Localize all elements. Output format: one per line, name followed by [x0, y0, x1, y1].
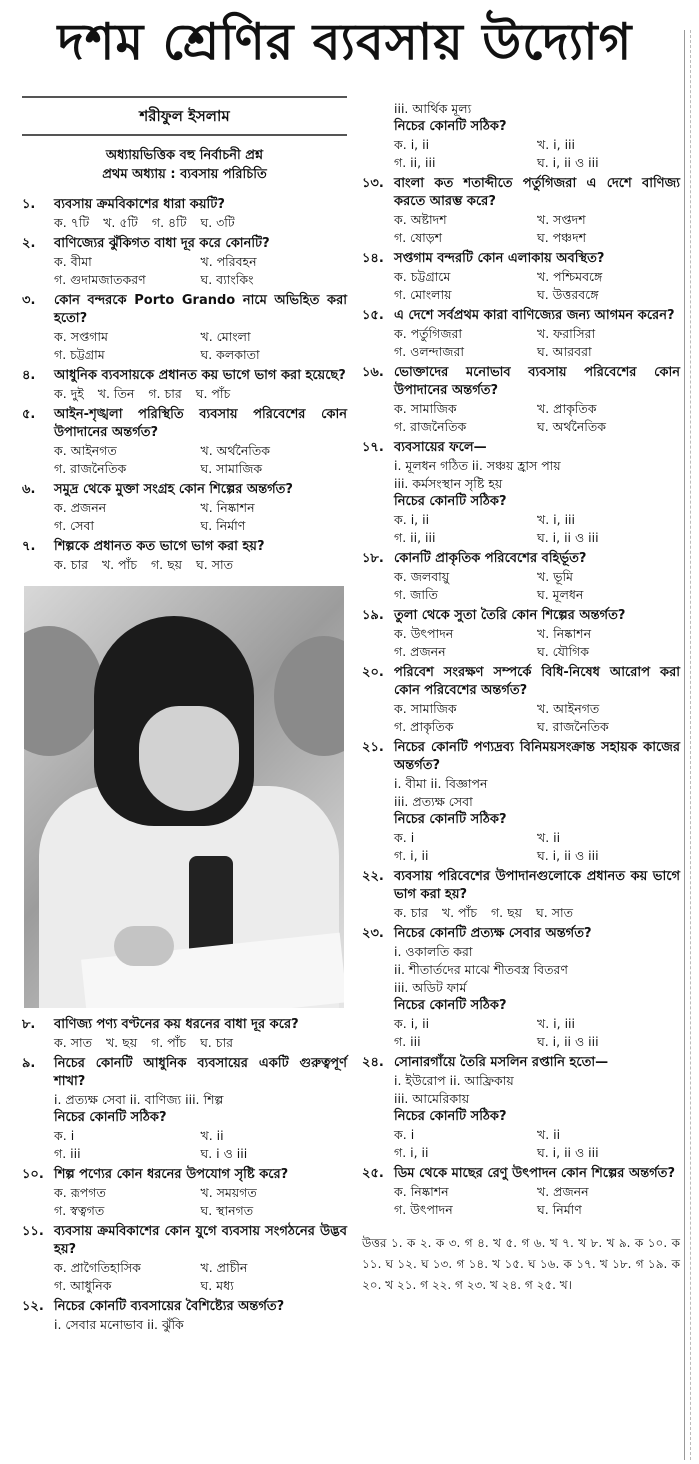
question-number: ১৭. — [362, 440, 384, 455]
question-text: তুলা থেকে সুতা তৈরি কোন শিল্পের অন্তর্গত? — [394, 608, 626, 623]
question-row — [362, 1054, 680, 1072]
question-number: ২৩. — [362, 926, 384, 941]
answer-option: খ. পাঁচ — [101, 557, 137, 572]
question-number: ২. — [22, 236, 36, 251]
question-number: ১. — [22, 197, 36, 212]
question-text: সমুদ্র থেকে মুক্তা সংগ্রহ কোন শিল্পের অন্তর্গত? — [54, 482, 293, 497]
question-row — [362, 364, 680, 400]
statement-line: i. মূলধন গঠিত ii. সঞ্চয় হ্রাস পায় — [394, 458, 561, 473]
answer-option: খ. i, iii — [537, 512, 575, 527]
question-row — [22, 235, 347, 253]
answer-option: গ. চার — [148, 386, 182, 401]
question-group-2 — [22, 1016, 347, 1334]
answer-option: গ. রাজনৈতিক — [394, 419, 467, 434]
answer-option: ঘ. স্থানগত — [200, 1203, 254, 1218]
answer-option: ঘ. মধ্য — [200, 1278, 234, 1293]
answer-option: গ. iii — [394, 1034, 421, 1049]
answer-option: খ. i, iii — [537, 1016, 575, 1031]
answer-option: খ. ii — [537, 1127, 561, 1142]
answer-option: গ. ছয় — [150, 557, 183, 572]
answer-options — [22, 328, 347, 364]
answer-option: গ. আধুনিক — [54, 1278, 112, 1293]
left-column — [22, 96, 347, 1334]
answer-option: ঘ. চার — [200, 1035, 233, 1050]
question-row — [362, 307, 680, 325]
question-group-1 — [22, 196, 347, 574]
answer-option: ঘ. নির্মাণ — [200, 518, 246, 533]
answer-option: ক. সাত — [54, 1035, 92, 1050]
answer-option: ক. উৎপাদন — [394, 626, 454, 641]
answer-option: গ. পাঁচ — [151, 1035, 187, 1050]
answer-option: গ. মোংলায় — [394, 287, 452, 302]
answer-option: খ. ii — [537, 830, 561, 845]
question-group-3 — [362, 100, 680, 1219]
answer-option: ঘ. i, ii ও iii — [537, 848, 599, 863]
answer-option: গ. স্বত্বগত — [54, 1203, 105, 1218]
question-text: ভোক্তাদের মনোভাব ব্যবসায় পরিবেশের কোন উপাদানের অন্তর্গত? — [394, 365, 680, 398]
answer-option: ক. চট্টগ্রামে — [394, 269, 451, 284]
question-number: ১৮. — [362, 551, 384, 566]
question-row — [362, 175, 680, 211]
question-text: বাণিজ্য পণ্য বণ্টনের কয় ধরনের বাধা দূর করে? — [54, 1017, 299, 1032]
answer-option: ক. সপ্তগাম — [54, 329, 108, 344]
answer-options — [362, 1126, 680, 1162]
answer-option: ঘ. মূলধন — [537, 587, 584, 602]
question-row — [362, 250, 680, 268]
answer-option: খ. মোংলা — [200, 329, 251, 344]
answer-option: ক. প্রাগৈতিহাসিক — [54, 1260, 141, 1275]
answer-option: ক. প্রজনন — [54, 500, 107, 515]
answer-option: ক. i — [394, 830, 415, 845]
question-number: ৯. — [22, 1056, 36, 1071]
question-row — [362, 739, 680, 775]
answer-option: ঘ. সাত — [536, 905, 573, 920]
question-number: ৪. — [22, 368, 36, 383]
author-block — [22, 96, 347, 136]
question-number: ৫. — [22, 407, 36, 422]
answer-option: গ. iii — [54, 1146, 81, 1161]
question-text: বাণিজ্যের ঝুঁকিগত বাধা দূর করে কোনটি? — [54, 236, 270, 251]
statement-line: iii. আমেরিকায় — [394, 1091, 470, 1106]
answer-options — [22, 1127, 347, 1163]
answer-option: খ. পরিবহন — [200, 254, 257, 269]
answer-option: ক. i — [54, 1128, 75, 1143]
answer-option: খ. সপ্তদশ — [537, 212, 586, 227]
answer-options — [362, 400, 680, 436]
answer-option: ঘ. যৌগিক — [537, 644, 590, 659]
answer-option: ঘ. i, ii ও iii — [537, 1145, 599, 1160]
answer-options — [362, 211, 680, 247]
question-number: ১৩. — [362, 176, 384, 191]
answer-key: উত্তর ১. ক ২. ক ৩. গ ৪. খ ৫. গ ৬. খ ৭. খ ৮. খ ৯. ক ১০. ক ১১. ঘ ১২. ঘ ১৩. গ ১৪. খ ১৫. ঘ ১৬. ক ১৭. খ ১৮. গ ১৯. ক ২০. খ ২১. গ ২২. গ ২৩. খ ২৪. গ ২৫. খ। — [362, 1236, 680, 1292]
statement-line: i. প্রত্যক্ষ সেবা ii. বাণিজ্য iii. শিল্প — [54, 1092, 224, 1107]
answer-options — [362, 268, 680, 304]
question-number: ২২. — [362, 869, 384, 884]
answer-option: খ. ৫টি — [103, 215, 138, 230]
which-correct-prompt: নিচের কোনটি সঠিক? — [54, 1110, 167, 1125]
answer-option: ক. i — [394, 1127, 415, 1142]
answer-option: ক. আইনগত — [54, 443, 117, 458]
answer-option: গ. গুদামজাতকরণ — [54, 272, 146, 287]
question-row — [362, 868, 680, 904]
answer-option: ক. সামাজিক — [394, 701, 457, 716]
question-number: ৭. — [22, 539, 36, 554]
section-heading: অধ্যায়ভিত্তিক বহু নির্বাচনী প্রশ্ন — [105, 148, 264, 163]
question-number: ২৪. — [362, 1055, 384, 1070]
answer-option: খ. ফরাসিরা — [537, 326, 596, 341]
author-name: শরীফুল ইসলাম — [139, 107, 230, 125]
answer-option: ঘ. i, ii ও iii — [537, 155, 599, 170]
answer-options — [362, 325, 680, 361]
answer-option: ঘ. নির্মাণ — [537, 1202, 582, 1217]
answer-option: খ. সময়গত — [200, 1185, 257, 1200]
question-row — [362, 439, 680, 457]
answer-options — [362, 1183, 680, 1219]
question-row — [22, 406, 347, 442]
statement-line: iii. কর্মসংস্থান সৃষ্টি হয় — [394, 476, 503, 491]
question-row — [22, 196, 347, 214]
question-number: ৬. — [22, 482, 36, 497]
answer-option: ঘ. i, ii ও iii — [537, 1034, 599, 1049]
question-text: পরিবেশ সংরক্ষণ সম্পর্কে বিধি-নিষেধ আরোপ করা কোন পরিবেশের অন্তর্গত? — [394, 665, 680, 698]
question-text: নিচের কোনটি ব্যবসায়ের বৈশিষ্ট্যের অন্তর্গত? — [54, 1299, 285, 1314]
answer-option: খ. ছয় — [105, 1035, 138, 1050]
answer-option: গ. প্রজনন — [394, 644, 446, 659]
answer-option: গ. ৪টি — [151, 215, 187, 230]
question-row — [22, 1055, 347, 1091]
answer-option: ক. ৭টি — [54, 215, 90, 230]
question-text: নিচের কোনটি প্রত্যক্ষ সেবার অন্তর্গত? — [394, 926, 592, 941]
question-text: ডিম থেকে মাছের রেণু উৎপাদন কোন শিল্পের অন্তর্গত? — [394, 1166, 675, 1181]
question-text: ব্যবসায় পরিবেশের উপাদানগুলোকে প্রধানত কয় ভাগে ভাগ করা হয়? — [394, 869, 680, 902]
answer-option: ঘ. সাত — [196, 557, 233, 572]
answer-options — [362, 511, 680, 547]
answer-option: ঘ. i ও iii — [200, 1146, 248, 1161]
answer-option: খ. i, iii — [537, 137, 575, 152]
question-text: নিচের কোনটি পণ্যদ্রব্য বিনিময়সংক্রান্ত সহায়ক কাজের অন্তর্গত? — [394, 740, 680, 773]
which-correct-prompt: নিচের কোনটি সঠিক? — [394, 119, 507, 134]
answer-option: ঘ. রাজনৈতিক — [537, 719, 609, 734]
question-row — [22, 1166, 347, 1184]
answer-option: ঘ. পঞ্চদশ — [537, 230, 587, 245]
answer-options — [22, 385, 347, 403]
answer-options — [362, 136, 680, 172]
answer-options — [22, 1259, 347, 1295]
question-text: শিল্প পণ্যের কোন ধরনের উপযোগ সৃষ্টি করে? — [54, 1167, 289, 1182]
which-correct-prompt: নিচের কোনটি সঠিক? — [394, 998, 507, 1013]
question-row — [362, 664, 680, 700]
right-column — [362, 100, 680, 1296]
answer-option: খ. নিষ্কাশন — [537, 626, 592, 641]
question-text: বাংলা কত শতাব্দীতে পর্তুগিজরা এ দেশে বাণিজ্য করতে আরম্ভ করে? — [394, 176, 680, 209]
answer-option: গ. সেবা — [54, 518, 95, 533]
answer-option: গ. ওলন্দাজরা — [394, 344, 464, 359]
answer-option: খ. ii — [200, 1128, 224, 1143]
answer-option: খ. ভূমি — [537, 569, 573, 584]
answer-option: গ. চট্টগ্রাম — [54, 347, 105, 362]
question-text: নিচের কোনটি আধুনিক ব্যবসায়ের একটি গুরুত্বপূর্ণ শাখা? — [54, 1056, 347, 1089]
column-divider — [690, 30, 691, 1460]
answer-options — [362, 700, 680, 736]
answer-option: খ. নিষ্কাশন — [200, 500, 255, 515]
question-text: কোন বন্দরকে Porto Grando নামে অভিহিত করা হতো? — [54, 293, 347, 326]
answer-option: ঘ. ৩টি — [200, 215, 235, 230]
answer-option: খ. তিন — [97, 386, 135, 401]
question-number: ৩. — [22, 293, 36, 308]
answer-option: ক. অষ্টাদশ — [394, 212, 447, 227]
question-row — [22, 367, 347, 385]
question-text: আধুনিক ব্যবসায়কে প্রধানত কয় ভাগে ভাগ করা হয়েছে? — [54, 368, 346, 383]
adjacent-column-strip — [684, 30, 699, 1460]
question-text: ব্যবসায়ের ফলে— — [394, 440, 487, 455]
answer-option: ঘ. কলকাতা — [200, 347, 260, 362]
question-text: সোনারগাঁয়ে তৈরি মসলিন রপ্তানি হতো— — [394, 1055, 609, 1070]
question-text: ব্যবসায় ক্রমবিকাশের কোন যুগে ব্যবসায় সংগঠনের উদ্ভব হয়? — [54, 1224, 347, 1257]
question-text: ব্যবসায় ক্রমবিকাশের ধারা কয়টি? — [54, 197, 225, 212]
question-row — [362, 607, 680, 625]
answer-option: ক. সামাজিক — [394, 401, 457, 416]
answer-option: গ. জাতি — [394, 587, 438, 602]
statement-line: i. সেবার মনোভাব ii. ঝুঁকি — [54, 1317, 184, 1332]
question-text: কোনটি প্রাকৃতিক পরিবেশের বহির্ভূত? — [394, 551, 587, 566]
statement-line: iii. আর্থিক মূল্য — [394, 101, 472, 116]
question-row — [362, 1165, 680, 1183]
answer-option: ঘ. আরবরা — [537, 344, 592, 359]
which-correct-prompt: নিচের কোনটি সঠিক? — [394, 812, 507, 827]
which-correct-prompt: নিচের কোনটি সঠিক? — [394, 1109, 507, 1124]
question-row — [22, 292, 347, 328]
answer-options — [22, 1184, 347, 1220]
question-row — [22, 481, 347, 499]
answer-option: ঘ. উত্তরবঙ্গে — [537, 287, 599, 302]
answer-option: গ. প্রাকৃতিক — [394, 719, 454, 734]
statement-line: i. ইউরোপ ii. আফ্রিকায় — [394, 1073, 514, 1088]
answer-option: ঘ. i, ii ও iii — [537, 530, 599, 545]
answer-option: ঘ. ব্যাংকিং — [200, 272, 254, 287]
statement-line: iii. অডিট ফার্ম — [394, 980, 467, 995]
answer-options — [22, 1034, 347, 1052]
answer-options — [362, 904, 680, 922]
answer-options — [362, 568, 680, 604]
question-row — [22, 1016, 347, 1034]
answer-option: ক. i, ii — [394, 137, 430, 152]
answer-options — [22, 499, 347, 535]
question-row — [22, 538, 347, 556]
question-text: শিল্পকে প্রধানত কত ভাগে ভাগ করা হয়? — [54, 539, 265, 554]
question-number: ১৫. — [362, 308, 384, 323]
answer-option: ক. বীমা — [54, 254, 92, 269]
question-number: ১১. — [22, 1224, 44, 1239]
question-row — [22, 1298, 347, 1316]
statement-line: i. ওকালতি করা — [394, 944, 473, 959]
answer-option: ক. চার — [54, 557, 88, 572]
answer-option: খ. আইনগত — [537, 701, 600, 716]
statement-line: ii. শীতার্তদের মাঝে শীতবস্ত্র বিতরণ — [394, 962, 568, 977]
which-correct-prompt: নিচের কোনটি সঠিক? — [394, 494, 507, 509]
answer-option: খ. প্রজনন — [537, 1184, 589, 1199]
answer-option: গ. ছয় — [490, 905, 523, 920]
answer-option: খ. পাঁচ — [441, 905, 477, 920]
question-number: ২০. — [362, 665, 384, 680]
answer-option: ক. i, ii — [394, 1016, 430, 1031]
answer-option: ক. নিষ্কাশন — [394, 1184, 449, 1199]
answer-option: গ. i, ii — [394, 1145, 429, 1160]
answer-option: ক. চার — [394, 905, 428, 920]
answer-option: ক. জলবায়ু — [394, 569, 450, 584]
answer-option: গ. i, ii — [394, 848, 429, 863]
answer-option: ক. i, ii — [394, 512, 430, 527]
question-number: ১৯. — [362, 608, 384, 623]
answer-option: ঘ. অর্থনৈতিক — [537, 419, 607, 434]
question-text: এ দেশে সর্বপ্রথম কারা বাণিজ্যের জন্য আগমন করেন? — [394, 308, 675, 323]
answer-option: ঘ. পাঁচ — [195, 386, 231, 401]
answer-option: খ. প্রাকৃতিক — [537, 401, 597, 416]
answer-options — [22, 214, 347, 232]
page-title: দশম শ্রেণির ব্যবসায় উদ্যোগ — [57, 12, 633, 71]
answer-option: খ. পশ্চিমবঙ্গে — [537, 269, 603, 284]
student-writing-photo — [24, 586, 344, 1008]
answer-option: গ. উৎপাদন — [394, 1202, 453, 1217]
answer-options — [362, 829, 680, 865]
question-number: ১৪. — [362, 251, 384, 266]
answer-option: গ. ii, iii — [394, 530, 436, 545]
statement-line: iii. প্রত্যক্ষ সেবা — [394, 794, 473, 809]
question-text: আইন-শৃঙ্খলা পরিস্থিতি ব্যবসায় পরিবেশের কোন উপাদানের অন্তর্গত? — [54, 407, 347, 440]
answer-option: গ. রাজনৈতিক — [54, 461, 127, 476]
answer-options — [22, 442, 347, 478]
answer-options — [22, 556, 347, 574]
question-number: ১৬. — [362, 365, 384, 380]
question-number: ৮. — [22, 1017, 36, 1032]
answer-option: গ. ii, iii — [394, 155, 436, 170]
answer-option: ক. দুই — [54, 386, 84, 401]
question-row — [362, 550, 680, 568]
answer-options — [22, 253, 347, 289]
answer-option: ক. রূপগত — [54, 1185, 106, 1200]
chapter-heading: প্রথম অধ্যায় : ব্যবসায় পরিচিতি — [102, 167, 267, 182]
answer-option: ঘ. সামাজিক — [200, 461, 263, 476]
answer-option: খ. প্রাচীন — [200, 1260, 248, 1275]
answer-option: খ. অর্থনৈতিক — [200, 443, 270, 458]
question-number: ২৫. — [362, 1166, 384, 1181]
answer-option: গ. ষোড়শ — [394, 230, 443, 245]
answer-options — [362, 1015, 680, 1051]
answer-option: ক. পর্তুগিজরা — [394, 326, 463, 341]
answer-options — [362, 625, 680, 661]
question-number: ১০. — [22, 1167, 44, 1182]
question-text: সপ্তগাম বন্দরটি কোন এলাকায় অবস্থিত? — [394, 251, 605, 266]
question-number: ২১. — [362, 740, 384, 755]
question-number: ১২. — [22, 1299, 44, 1314]
statement-line: i. বীমা ii. বিজ্ঞাপন — [394, 776, 488, 791]
question-row — [362, 925, 680, 943]
question-row — [22, 1223, 347, 1259]
